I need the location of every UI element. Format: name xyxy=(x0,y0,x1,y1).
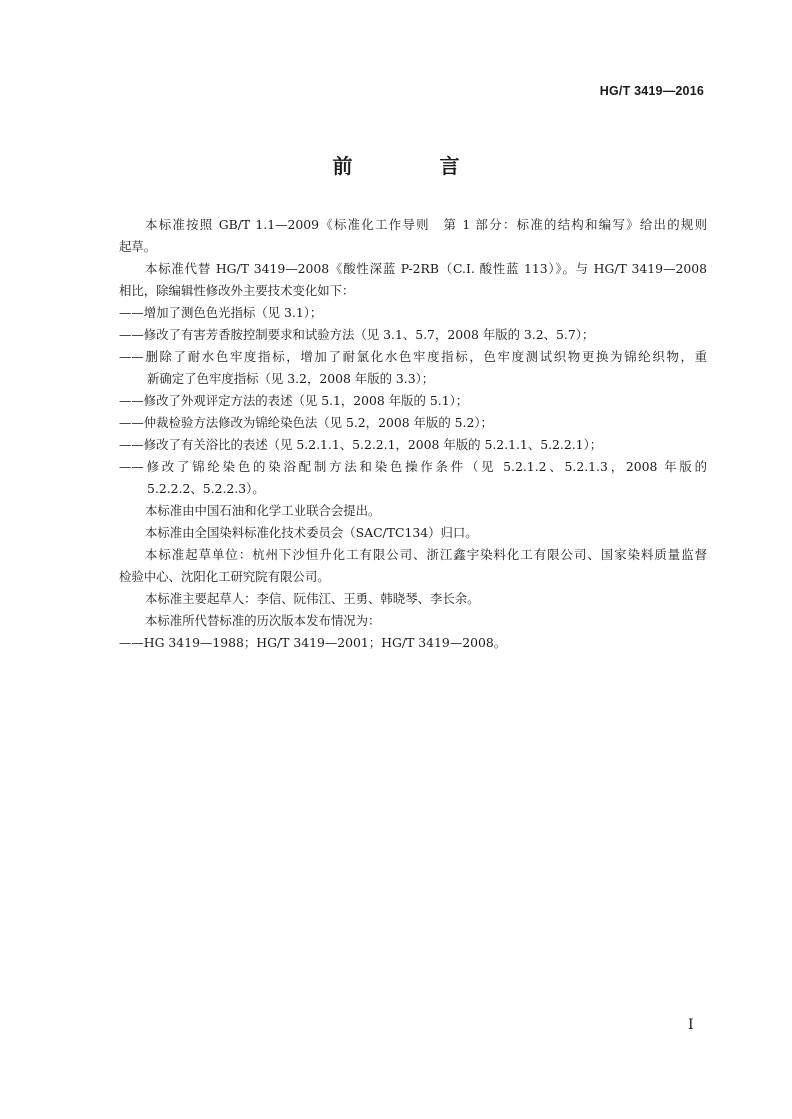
list-item: ——仲裁检验方法修改为锦纶染色法（见 5.2，2008 年版的 5.2）； xyxy=(119,415,493,430)
paragraph-line: 本标准代替 HG/T 3419—2008《酸性深蓝 P-2RB（C.I. 酸性蓝 113）》。与 HG/T 3419—2008 xyxy=(145,261,707,276)
paragraph-line: 本标准起草单位：杭州下沙恒升化工有限公司、浙江鑫宇染料化工有限公司、国家染料质量监督 xyxy=(145,547,707,562)
paragraph-line: 本标准按照 GB/T 1.1—2009《标准化工作导则 第 1 部分：标准的结构和编写》给出的规则 xyxy=(145,217,707,232)
page-title: 前 言 xyxy=(332,154,500,178)
list-item-continuation: 5.2.2.2、5.2.2.3）。 xyxy=(147,481,265,496)
list-item: ——修改了有害芳香胺控制要求和试验方法（见 3.1、5.7，2008 年版的 3.2、5.7）； xyxy=(119,327,595,342)
paragraph-line: 检验中心、沈阳化工研究院有限公司。 xyxy=(119,569,330,584)
list-item: ——增加了测色色光指标（见 3.1）； xyxy=(119,305,323,320)
paragraph-line: 本标准由全国染料标准化技术委员会（SAC/TC134）归口。 xyxy=(145,525,478,540)
standard-code: HG/T 3419—2016 xyxy=(599,84,704,98)
paragraph-line: 本标准由中国石油和化学工业联合会提出。 xyxy=(145,503,381,518)
list-item: ——修改了有关浴比的表述（见 5.2.1.1、5.2.2.1，2008 年版的 5.2.1.1、5.2.2.1）； xyxy=(119,437,603,452)
list-item-continuation: 新确定了色牢度指标（见 3.2，2008 年版的 3.3）； xyxy=(147,371,435,386)
foreword-body xyxy=(119,214,707,654)
paragraph-line: 本标准主要起草人：李信、阮伟江、王勇、韩晓琴、李长余。 xyxy=(145,591,480,606)
page-number: I xyxy=(688,1017,694,1033)
paragraph-line: 本标准所代替标准的历次版本发布情况为： xyxy=(145,613,381,628)
list-item: ——删除了耐水色牢度指标，增加了耐氯化水色牢度指标，色牢度测试织物更换为锦纶织物，重 xyxy=(119,349,707,364)
list-item: ——修改了锦纶染色的染浴配制方法和染色操作条件（见 5.2.1.2、5.2.1.3，2008 年版的 xyxy=(119,459,707,474)
list-item: ——HG 3419—1988；HG/T 3419—2001；HG/T 3419—2008。 xyxy=(119,635,507,650)
paragraph-line: 起草。 xyxy=(119,239,157,254)
list-item: ——修改了外观评定方法的表述（见 5.1，2008 年版的 5.1）； xyxy=(119,393,469,408)
paragraph-line: 相比，除编辑性修改外主要技术变化如下： xyxy=(119,283,355,298)
